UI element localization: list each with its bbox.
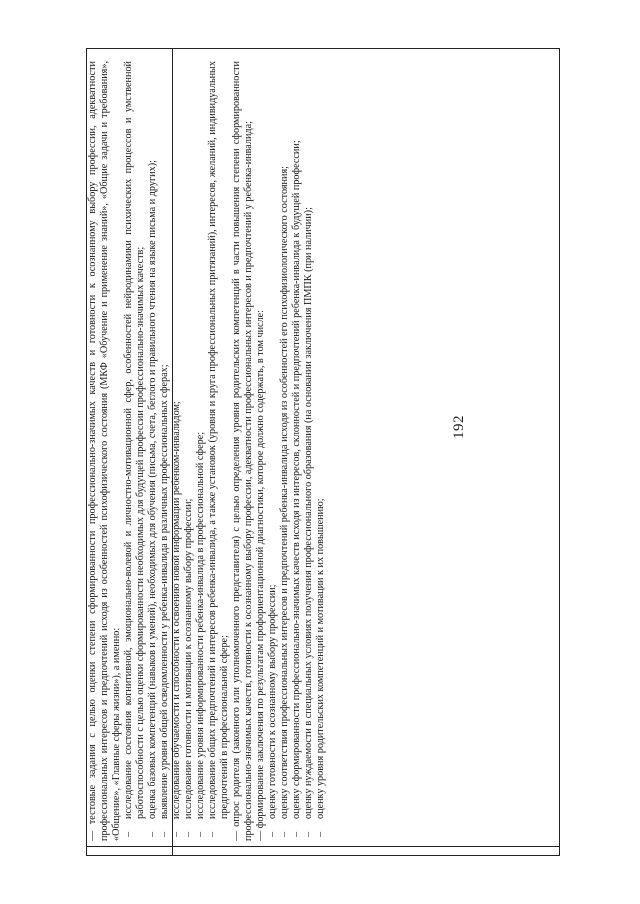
list-item xyxy=(183,61,195,841)
table-cell-content xyxy=(87,61,326,841)
list-item-text: оценку сформированности профессионально-значимых качеств исходя из интересов, склонностей и предпочтений ребенка-инвалида к будущей профессии; xyxy=(291,140,302,819)
dash-marker: – xyxy=(303,831,314,837)
list-item xyxy=(171,61,183,841)
dash-marker: – xyxy=(267,831,278,837)
list-item xyxy=(195,61,207,841)
list-item-text: исследование состояния когнитивной, эмоционально-волевой и личностно-мотивационной сфер, особенностей нейродинамики психических процессов и умственной работоспособности с целью оценки сформированности необходимых для будущей профессии профессионально-значимых качеств; xyxy=(123,61,146,819)
list-item xyxy=(123,61,147,841)
dash-marker: – xyxy=(279,831,290,837)
dash-marker: – xyxy=(195,831,206,837)
list-item-text: оценку готовности к осознанному выбору профессии; xyxy=(267,584,278,819)
list-item-text: оценку нуждаемости в специальных условиях получения профессионального образования (на основании заключения ПМПК (при наличии); xyxy=(303,207,314,819)
list-item xyxy=(267,61,279,841)
test-list xyxy=(123,61,231,841)
list-item-text: исследование обучаемости и способности к освоению новой информации ребенком-инвалидом; xyxy=(171,401,182,819)
list-item-text: оценку уровня родительских компетенций и мотивации к их повышению; xyxy=(315,498,326,819)
survey-paragraph: — опрос родителя (законного или уполномоченного представителя) с целью определения уровня родительских компетенций в части повышения степени сформированности профессионально-значимых качеств, готовности к осознанному выбору профессии, адекватности профессиональных интересов и предпочтений у ребенка-инвалида; xyxy=(231,61,254,841)
list-item-text: исследование уровня информированности ребенка-инвалида в профессиональной сфере; xyxy=(195,431,206,819)
conclusion-paragraph: — формирование заключения по результатам профориентационной диагностики, которое должно содержать, в том числе: xyxy=(255,309,266,841)
page-number: 192 xyxy=(451,415,467,439)
row-divider xyxy=(86,846,560,847)
dash-marker: – xyxy=(207,831,218,837)
list-item-text: выявление уровня общей осведомленности у ребенка-инвалида в различных профессиональных сферах; xyxy=(159,364,170,819)
list-item xyxy=(147,61,159,841)
list-item xyxy=(315,61,327,841)
dash-marker: – xyxy=(315,831,326,837)
dash-marker: – xyxy=(171,831,182,837)
list-item-text: исследование общих предпочтений и интересов ребенка-инвалида, а также установок (уровня и круга профессиональных притязаний), интересов, желаний, индивидуальных предпочтений в профессиональной сфере; xyxy=(207,61,230,819)
intro-paragraph: — тестовые задания с целью оценки степени сформированности профессионально-значимых качеств и готовности к осознанному выбору профессии, адекватности профессиональных интересов и предпочтений исходя из особенностей психофизического состояния (МКФ «Обучение и применение знаний», «Общие задачи и требования», «Общение», «Главные сферы жизни»), а именно: xyxy=(87,61,122,841)
list-item-text: оценка базовых компетенций (навыков и умений), необходимых для обучения (письма, счета, беглого и правильного чтения на языке письма и других); xyxy=(147,160,158,819)
list-item xyxy=(159,61,171,841)
dash-marker: – xyxy=(183,831,194,837)
list-item-text: исследование готовности и мотивации к осознанному выбору профессии; xyxy=(183,498,194,819)
list-item xyxy=(291,61,303,841)
dash-marker: – xyxy=(147,831,158,837)
list-item xyxy=(279,61,291,841)
list-item xyxy=(207,61,231,841)
list-item-text: оценку соответствия профессиональных интересов и предпочтений ребенка-инвалида исходя из особенностей его психофизиологического состояния; xyxy=(279,166,290,819)
dash-marker: – xyxy=(159,831,170,837)
assessment-list xyxy=(267,61,327,841)
dash-marker: – xyxy=(291,831,302,837)
dash-marker: – xyxy=(123,831,134,837)
list-item xyxy=(303,61,315,841)
